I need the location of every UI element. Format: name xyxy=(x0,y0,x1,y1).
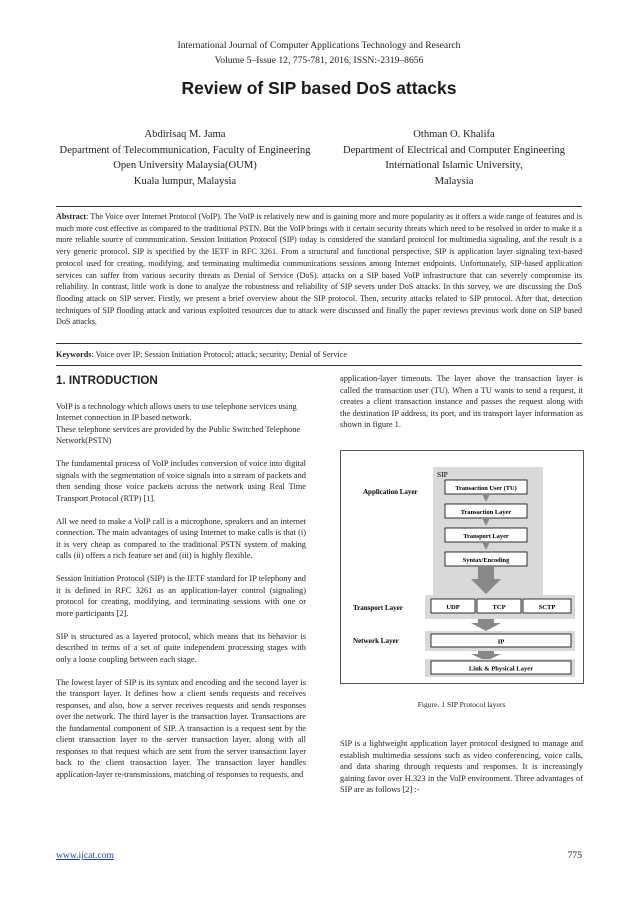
author-block-2 xyxy=(320,127,588,189)
paragraph-line: These telephone services are provided by the Public Switched Telephone Network(PSTN) xyxy=(56,424,301,445)
author-name: Othman O. Khalifa xyxy=(413,129,495,140)
keywords xyxy=(56,349,582,360)
abstract-rule-bottom xyxy=(56,343,582,344)
paragraph: All we need to make a VoIP call is a microphone, speakers and an internet connection. The main advantages of using Internet to make calls is that (i) it is very cheap as compared to the traditional PSTN system of making calls (ii) offers a rich feature set and (iii) is highly flexible. xyxy=(56,516,306,560)
arrow-down-icon xyxy=(471,619,501,631)
paragraph: SIP is structured as a layered protocol, which means that its behavior is described in terms of a set of quite independent processing stages with only a loose coupling between each stage. xyxy=(56,631,306,664)
paragraph: application-layer timeouts. The layer above the transaction layer is called the transaction user (TU). When a TU wants to send a request, it creates a client transaction instance and passes the request along with the destination IP address, its port, and its transport layer information as shown in figure 1. xyxy=(340,374,583,429)
author-dept: Department of Telecommunication, Faculty of Engineering xyxy=(59,144,311,156)
section-heading: 1. INTRODUCTION xyxy=(56,374,158,387)
author-place: Kuala lumpur, Malaysia xyxy=(133,175,237,187)
abstract-label: Abstract xyxy=(56,212,87,221)
keywords-text: : Voice over IP; Session Initiation Protocol; attack; security; Denial of Service xyxy=(91,350,347,359)
right-column xyxy=(340,373,583,442)
journal-name: International Journal of Computer Applications Technology and Research xyxy=(177,40,461,51)
transport-layer-label: Transport Layer xyxy=(353,604,403,612)
tcp-label: TCP xyxy=(492,604,506,611)
author-org: Open University Malaysia(OUM) xyxy=(113,160,257,172)
figure-caption: Figure. 1 SIP Protocol layers xyxy=(417,700,506,709)
abstract-rule-top xyxy=(56,206,582,207)
abstract xyxy=(56,211,582,328)
transaction-label: Transaction Layer xyxy=(460,509,512,516)
tu-label: Transaction User (TU) xyxy=(455,485,517,492)
abstract-text: : The Voice over Internet Protocol (VoIP). The VoIP is relatively new and is gaining more and more popularity as it offers a wide range of features and is much more cost effective as compared to the traditional PSTN. But the VoIP brings with it certain security threats which need to be resolved in order to make it a more reliable source of communication. Session Initiation Protocol (SIP) today is considered the standard protocol for multimedia signaling, and the result is a very generic protocol. SIP is specified by the IETF in RFC 3261. From a structural and functional perspective, SIP is application layer signaling text-based protocol used for creating, modifying, and terminating multimedia communications sessions among Internet endpoints. Unfortunately, SIP-based application services can suffer from various security threats as Denial of Service (DoS). attacks on a SIP based VoIP infrastructure that can severely compromise its reliability. In contrast, little work is done to analyze the robustness and reliability of SIP severs under DoS attacks. In this survey, we are discussing the DoS flooding attack on SIP server. Firstly, we present a brief overview about the SIP protocol. Then, security attacks related to SIP protocol. After that, detection techniques of SIP flooding attack and various exploited resources due to attack were discussed and finally the paper reviews previous work done on SIP based DoS attacks. xyxy=(56,212,582,327)
author-org: International Islamic University, xyxy=(385,160,523,172)
paragraph: SIP is a lightweight application layer protocol designed to manage and establish multimedia sessions such as video conferencing, voice calls, and data sharing through requests and responses. It is increasingly gaining favor over H.323 in the VoIP environment. Three advantages of SIP are as follows [2] :- xyxy=(340,739,583,794)
journal-header xyxy=(0,38,638,68)
paragraph: The fundamental process of VoIP includes conversion of voice into digital signals with the segmentation of voice signals into a stream of packets and then sending those voice packets across the network using Real Time Transport Protocol (RTP) [1]. xyxy=(56,459,306,503)
figure-sip-layers xyxy=(340,450,584,684)
author-dept: Department of Electrical and Computer Engineering xyxy=(342,144,566,156)
sip-label: SIP xyxy=(437,470,448,479)
sctp-label: SCTP xyxy=(538,604,556,611)
application-layer-label: Application Layer xyxy=(363,488,418,496)
udp-label: UDP xyxy=(446,604,460,611)
page-number: 775 xyxy=(567,850,582,861)
left-column xyxy=(56,375,306,792)
paragraph: Session Initiation Protocol (SIP) is the IETF standard for IP telephony and it is defined in RFC 3261 as an application-layer control (signaling) protocol for creating, modifying, and terminating sessions with one or more participants [2]. xyxy=(56,574,306,618)
syntax-label: Syntax/Encoding xyxy=(462,557,510,564)
sip-layers-diagram xyxy=(341,451,583,683)
author-place: Malaysia xyxy=(434,175,474,187)
paragraph xyxy=(56,401,306,447)
link-label: Link & Physical Layer xyxy=(468,665,534,673)
author-block-1 xyxy=(56,127,314,189)
ip-label: IP xyxy=(497,638,505,646)
keywords-label: Keywords xyxy=(56,350,92,359)
paragraph: The lowest layer of SIP is its syntax and encoding and the second layer is the transport layer. It defines how a client sends requests and receives responses, and also, how a server receives requests and sends responses over the network. The third layer is the transaction layer. Transactions are the fundamental component of SIP. A transaction is a request sent by the client transaction layer to the server transaction layer, along with all responses to that request which are sent from the server transaction layer back to the client transaction layer. The transaction layer handles application-layer re-transmissions, matching of responses to requests, and xyxy=(56,677,306,779)
journal-website-link[interactable]: www.ijcat.com xyxy=(56,850,114,861)
right-column-lower xyxy=(340,738,583,807)
sip-transport-label: Transport Layer xyxy=(463,533,509,540)
paragraph-line: VoIP is a technology which allows users to use telephone services using Internet connection in IP based network. xyxy=(56,401,297,422)
journal-volume: Volume 5–Issue 12, 775-781, 2016, ISSN:-2319–8656 xyxy=(214,55,424,66)
network-layer-label: Network Layer xyxy=(353,637,399,645)
author-name: Abdirisaq M. Jama xyxy=(144,129,226,140)
keywords-rule xyxy=(56,365,582,366)
paper-title: Review of SIP based DoS attacks xyxy=(181,78,457,98)
